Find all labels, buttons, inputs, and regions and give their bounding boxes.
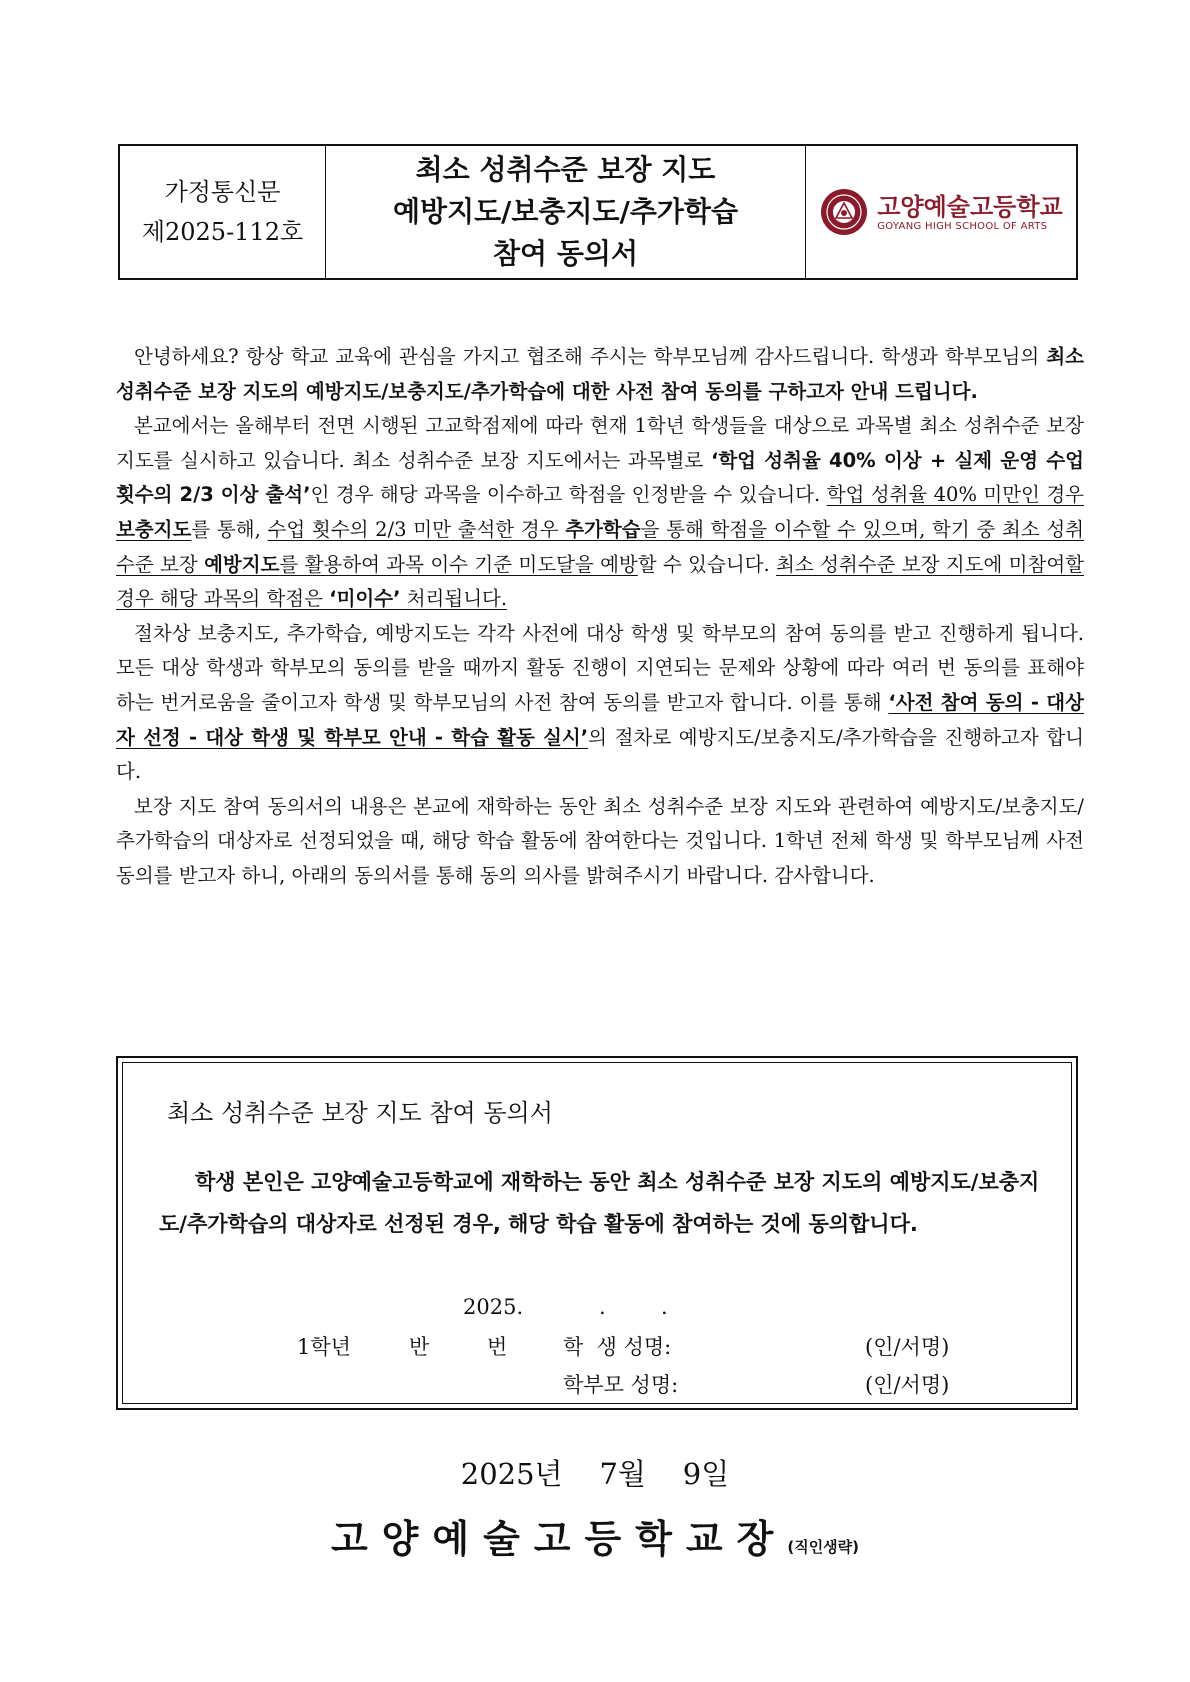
principal-name: 고양예술고등학교장 xyxy=(330,1517,788,1561)
logo-cell xyxy=(806,146,1076,278)
paragraph-1 xyxy=(116,340,1084,409)
class-label: 반 xyxy=(409,1335,430,1359)
p2-chuga: 추가학습 xyxy=(565,517,641,541)
p2-miisu: ‘미이수’ xyxy=(329,587,401,611)
number-label: 번 xyxy=(487,1335,508,1359)
consent-statement: 학생 본인은 고양예술고등학교에 재학하는 동안 최소 성취수준 보장 지도의 예방지도/보충지도/추가학습의 대상자로 선정된 경우, 해당 학습 활동에 참여하는 것에 동의합니다. xyxy=(159,1170,1040,1236)
p3-text-a: 절차상 보충지도, 추가학습, 예방지도는 각각 사전에 대상 학생 및 학부모의 참여 동의를 받고 진행하게 됩니다. 모든 대상 학생과 학부모의 동의를 받을 때까지 활동 진행이 지연되는 문제와 상황에 따라 여러 번 동의를 표해야 하는 번거로움을 줄이고자 학생 및 학부모님의 사전 참여 동의를 받고자 합니다. 이를 통해 xyxy=(116,621,1085,714)
title-line-2: 예방지도/보충지도/추가학습 xyxy=(392,195,739,228)
p2-text-k: 를 활용하여 과목 이수 기준 미도달을 예방 xyxy=(279,552,638,576)
consent-date-dot-2: . xyxy=(661,1295,668,1319)
letter-body xyxy=(116,340,1084,894)
p1-text: 안녕하세요? 항상 학교 교육에 관심을 가지고 협조해 주시는 학부모님께 감사드립니다. 학생과 학부모님의 xyxy=(134,345,1047,368)
p2-text-g: 수업 횟수의 2/3 미만 출석한 경우 xyxy=(267,517,566,541)
issue-date: 2025년 7월 9일 xyxy=(460,1457,730,1491)
seal-omitted-note: (직인생략) xyxy=(787,1538,860,1556)
student-seal-label: (인/서명) xyxy=(865,1335,950,1359)
p1-bold: 최소 성취수준 보장 지도의 예방지도/보충지도/추가학습에 대한 사전 참여 동의를 구하고자 안내 드립니다. xyxy=(116,345,1084,403)
notice-cell xyxy=(120,146,326,278)
p2-text-d: 학업 성취율 40% 미만인 경우 xyxy=(826,483,1084,507)
p3-procedure: ‘사전 참여 동의 - 대상자 선정 - 대상 학생 및 학부모 안내 - 학습 활동 실시’ xyxy=(116,690,1084,749)
parent-seal-label: (인/서명) xyxy=(865,1373,950,1397)
school-logo xyxy=(877,193,1062,232)
logo-korean: 고양예술고등학교 xyxy=(877,191,1063,221)
principal-signature xyxy=(0,1508,1190,1563)
consent-form xyxy=(116,1056,1078,1410)
consent-inner-border xyxy=(122,1062,1072,1404)
consent-title: 최소 성취수준 보장 지도 참여 동의서 xyxy=(167,1099,553,1127)
consent-date-year: 2025. xyxy=(463,1295,524,1319)
title-line-1: 최소 성취수준 보장 지도 xyxy=(415,153,716,186)
p3-text-c: 의 절차로 예방지도/보충지도/추가학습을 진행하고자 합니다. xyxy=(116,725,1084,784)
p2-criteria: ‘학업 성취율 40% 이상 + 실제 운영 수업 횟수의 2/3 이상 출석’ xyxy=(116,448,1084,507)
consent-date-dot-1: . xyxy=(599,1295,606,1319)
p2-text-c: 인 경우 해당 과목을 이수하고 학점을 인정받을 수 있습니다. xyxy=(310,483,827,507)
logo-english: GOYANG HIGH SCHOOL OF ARTS xyxy=(877,220,1048,232)
notice-number: 제2025-112호 xyxy=(141,218,304,246)
p2-text-i: 을 통해 학점을 이수할 수 있으며, 학기 중 최소 성취수준 보장 xyxy=(116,517,1085,576)
p2-text-o: 처리됩니다. xyxy=(400,587,508,611)
p2-text-l: 할 수 있습니다. xyxy=(637,552,777,576)
paragraph-2 xyxy=(116,409,1084,617)
school-seal-icon xyxy=(819,187,869,237)
p2-bochung: 보충지도 xyxy=(116,517,192,541)
grade-label: 1학년 xyxy=(297,1335,351,1359)
parent-signature-label: 학부모 성명: xyxy=(563,1373,679,1397)
paragraph-3 xyxy=(116,617,1084,790)
p2-text-a: 본교에서는 올해부터 전면 시행된 고교학점제에 따라 현재 1학년 학생들을 대상으로 과목별 최소 성취수준 보장 지도를 실시하고 있습니다. 최소 성취수준 보장 지도에서는 과목별로 xyxy=(116,414,1084,472)
notice-label: 가정통신문 xyxy=(164,178,281,206)
title-cell xyxy=(326,146,806,278)
p2-yebang: 예방지도 xyxy=(204,552,280,576)
student-signature-label: 학 생 성명: xyxy=(563,1335,672,1359)
paragraph-4: 보장 지도 참여 동의서의 내용은 본교에 재학하는 동안 최소 성취수준 보장 지도와 관련하여 예방지도/보충지도/추가학습의 대상자로 선정되었을 때, 해당 학습 활동에 참여한다는 것입니다. 1학년 전체 학생 및 학부모님께 사전 동의를 받고자 하니, 아래의 동의서를 통해 동의 의사를 밝혀주시기 바랍니다. 감사합니다. xyxy=(116,794,1084,887)
p2-text-m: 최소 성취수준 보장 지도에 미참여할 경우 해당 과목의 학점은 xyxy=(116,552,1085,611)
title-line-3: 참여 동의서 xyxy=(493,237,638,270)
header-table xyxy=(118,144,1078,280)
p2-text-f: 를 통해, xyxy=(191,517,268,541)
